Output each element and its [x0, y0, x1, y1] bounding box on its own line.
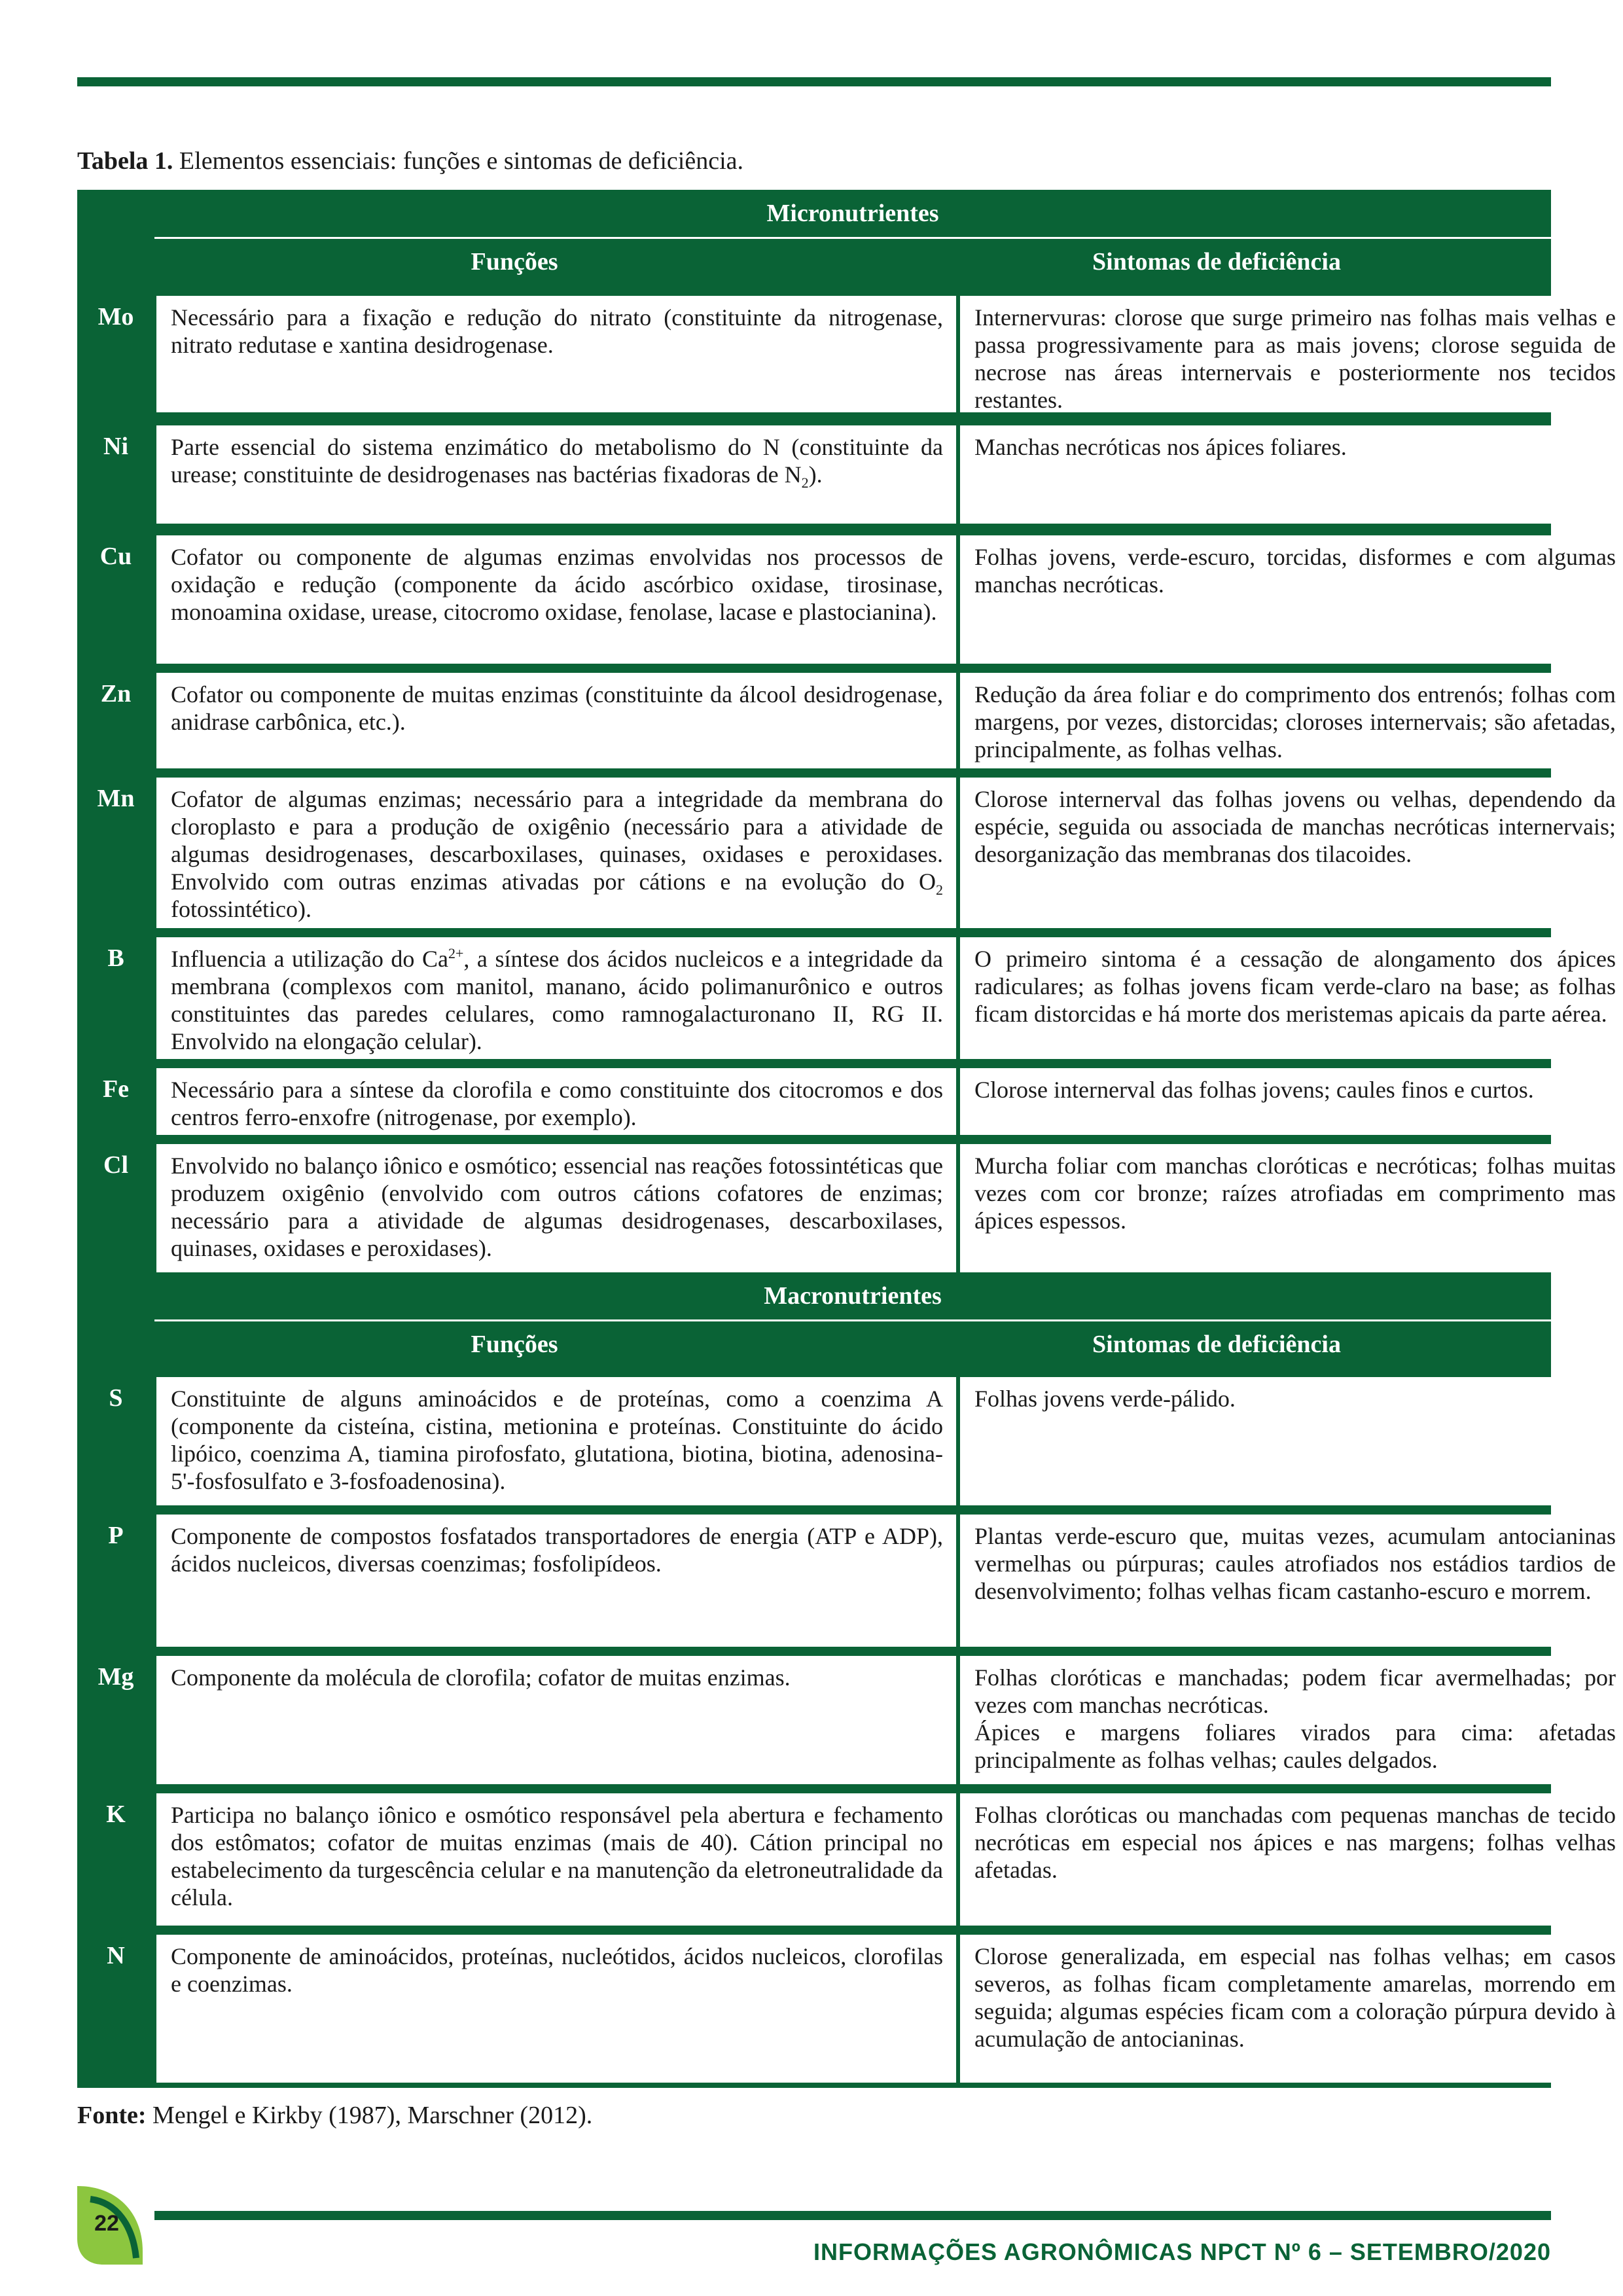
element-label: Mo: [98, 303, 134, 331]
table-caption: [77, 145, 743, 177]
element-label: Mn: [97, 785, 135, 812]
functions-cell: Necessário para a síntese da clorofila e como constituinte dos citocromos e dos centros ferro-enxofre (nitrogenase, por exemplo).: [156, 1068, 956, 1135]
functions-cell: Componente da molécula de clorofila; cofator de muitas enzimas.: [156, 1656, 956, 1784]
column-header-functions: Funções: [471, 1331, 558, 1358]
caption-label: Tabela 1.: [77, 147, 173, 175]
functions-cell: [156, 425, 956, 524]
symptoms-cell: Folhas cloróticas ou manchadas com pequenas manchas de tecido necróticas em especial nos ápices e nas margens; folhas velhas afetadas.: [960, 1793, 1623, 1926]
functions-cell: Envolvido no balanço iônico e osmótico; essencial nas reações fotossintéticas que produzem oxigênio (envolvido com outros cátions cofatores de enzimas; necessário para a atividade de algumas desidrogenases, descarboxilases, quinases, oxidases e peroxidases).: [156, 1144, 956, 1272]
symptoms-cell: Plantas verde-escuro que, muitas vezes, acumulam antocianinas vermelhas ou púrpuras; caules atrofiados nos estádios tardios de desenvolvimento; folhas velhas ficam castanho-escuro e morrem.: [960, 1515, 1623, 1647]
symptoms-text: Folhas cloróticas e manchadas; podem ficar avermelhadas; por vezes com manchas necróticas.: [974, 1664, 1616, 1718]
section-title-micro: Micronutrientes: [154, 190, 1551, 239]
column-header-functions: Funções: [471, 248, 558, 276]
element-label: Mg: [98, 1663, 134, 1691]
superscript: 2+: [448, 945, 464, 961]
symptoms-text-2: Ápices e margens foliares virados para cima: afetadas principalmente as folhas velhas; caules delgados.: [974, 1719, 1616, 1773]
symptoms-cell: Clorose internerval das folhas jovens; caules finos e curtos.: [960, 1068, 1623, 1135]
element-label: N: [107, 1942, 125, 1969]
functions-text-end: fotossintético).: [171, 896, 312, 922]
symptoms-cell: Manchas necróticas nos ápices foliares.: [960, 425, 1623, 524]
top-rule: [77, 77, 1551, 86]
column-header-symptoms: Sintomas de deficiência: [1092, 248, 1341, 276]
symptoms-cell: Redução da área foliar e do comprimento dos entrenós; folhas com margens, por vezes, distorcidas; cloroses internervais; são afetadas, principalmente, as folhas velhas.: [960, 673, 1623, 768]
functions-text: Influencia a utilização do Ca: [171, 946, 448, 972]
symptoms-cell: Murcha foliar com manchas cloróticas e necróticas; folhas muitas vezes com cor bronze; raízes atrofiadas em comprimento mas ápices espessos.: [960, 1144, 1623, 1272]
functions-text-end: , a síntese dos ácidos nucleicos e a integridade da membrana (complexos com manitol, manano, ácido polimanurônico e outros constituintes das paredes celulares, como ramnogalacturonano II, RG II. Envolvido na elongação celular).: [171, 946, 943, 1054]
functions-text: Cofator de algumas enzimas; necessário para a integridade da membrana do cloroplasto e para a produção de oxigênio (necessário para a atividade de algumas desidrogenases, descarboxilases, quinases, oxidases e peroxidases. Envolvido com outras enzimas ativadas por cátions e na evolução do O: [171, 786, 943, 895]
functions-cell: [156, 937, 956, 1059]
element-label: P: [108, 1522, 124, 1549]
symptoms-cell: Internervuras: clorose que surge primeiro nas folhas mais velhas e passa progressivamente para as mais jovens; clorose seguida de necrose nas áreas internervais e posteriormente nos tecidos restantes.: [960, 296, 1623, 412]
symptoms-cell: Clorose generalizada, em especial nas folhas velhas; em casos severos, as folhas ficam completamente amarelas, morrendo em seguida; algumas espécies ficam com a coloração púrpura devido à acumulação de antocianinas.: [960, 1935, 1623, 2083]
element-label: Ni: [103, 433, 128, 460]
element-label: S: [109, 1384, 123, 1412]
functions-text-end: ).: [808, 461, 823, 488]
symptoms-cell: O primeiro sintoma é a cessação de alongamento dos ápices radiculares; as folhas jovens ficam verde-claro na base; as folhas ficam distorcidas e há morte dos meristemas apicais da parte aérea.: [960, 937, 1623, 1059]
functions-cell: Componente de compostos fosfatados transportadores de energia (ATP e ADP), ácidos nucleicos, diversas coenzimas; fosfolipídeos.: [156, 1515, 956, 1647]
symptoms-cell: Folhas jovens, verde-escuro, torcidas, disformes e com algumas manchas necróticas.: [960, 535, 1623, 664]
source-text: Mengel e Kirkby (1987), Marschner (2012).: [152, 2102, 593, 2129]
symptoms-cell: Folhas jovens verde-pálido.: [960, 1377, 1623, 1505]
nutrients-table: [77, 190, 1616, 2088]
element-label: Cu: [99, 543, 132, 570]
functions-cell: Componente de aminoácidos, proteínas, nucleótidos, ácidos nucleicos, clorofilas e coenzimas.: [156, 1935, 956, 2083]
element-label: B: [107, 944, 124, 972]
functions-cell: Cofator ou componente de algumas enzimas envolvidas nos processos de oxidação e redução (componente da ácido ascórbico oxidase, tirosinase, monoamina oxidase, urease, citocromo oxidase, fenolase, lacase e plastocianina).: [156, 535, 956, 664]
source-label: Fonte:: [77, 2102, 147, 2129]
element-label: Zn: [100, 680, 132, 708]
column-header-symptoms: Sintomas de deficiência: [1092, 1331, 1341, 1358]
functions-cell: Cofator ou componente de muitas enzimas (constituinte da álcool desidrogenase, anidrase carbônica, etc.).: [156, 673, 956, 768]
element-label: Fe: [102, 1075, 130, 1103]
element-label: Cl: [103, 1151, 128, 1179]
journal-footer: INFORMAÇÕES AGRONÔMICAS NPCT Nº 6 – SETEMBRO/2020: [813, 2238, 1551, 2265]
caption-text: Elementos essenciais: funções e sintomas de deficiência.: [179, 147, 744, 175]
element-label: K: [106, 1801, 126, 1828]
functions-cell: Constituinte de alguns aminoácidos e de proteínas, como a coenzima A (componente da cisteína, cistina, metionina e proteínas. Constituinte do ácido lipóico, coenzima A, tiamina pirofosfato, glutationa, biotina, biotina, adenosina-5'-fosfosulfato e 3-fosfoadenosina).: [156, 1377, 956, 1505]
functions-text: Parte essencial do sistema enzimático do metabolismo do N (constituinte da urease; constituinte de desidrogenases nas bactérias fixadoras de N: [171, 434, 943, 488]
page-number: 22: [94, 2211, 119, 2236]
section-title-macro: Macronutrientes: [154, 1272, 1551, 1321]
functions-cell: [156, 778, 956, 928]
footer-rule: [154, 2211, 1551, 2220]
source-note: [77, 2100, 592, 2131]
functions-cell: Necessário para a fixação e redução do nitrato (constituinte da nitrogenase, nitrato redutase e xantina desidrogenase.: [156, 296, 956, 412]
subscript: 2: [936, 882, 943, 899]
symptoms-cell: Clorose internerval das folhas jovens ou velhas, dependendo da espécie, seguida ou associada de manchas necróticas internervais; desorganização das membranas dos tilacoides.: [960, 778, 1623, 928]
functions-cell: Participa no balanço iônico e osmótico responsável pela abertura e fechamento dos estômatos; cofator de muitas enzimas (mais de 40). Cátion principal no estabelecimento da turgescência celular e na manutenção da eletroneutralidade da célula.: [156, 1793, 956, 1926]
subscript: 2: [801, 475, 809, 492]
symptoms-cell: [960, 1656, 1623, 1784]
